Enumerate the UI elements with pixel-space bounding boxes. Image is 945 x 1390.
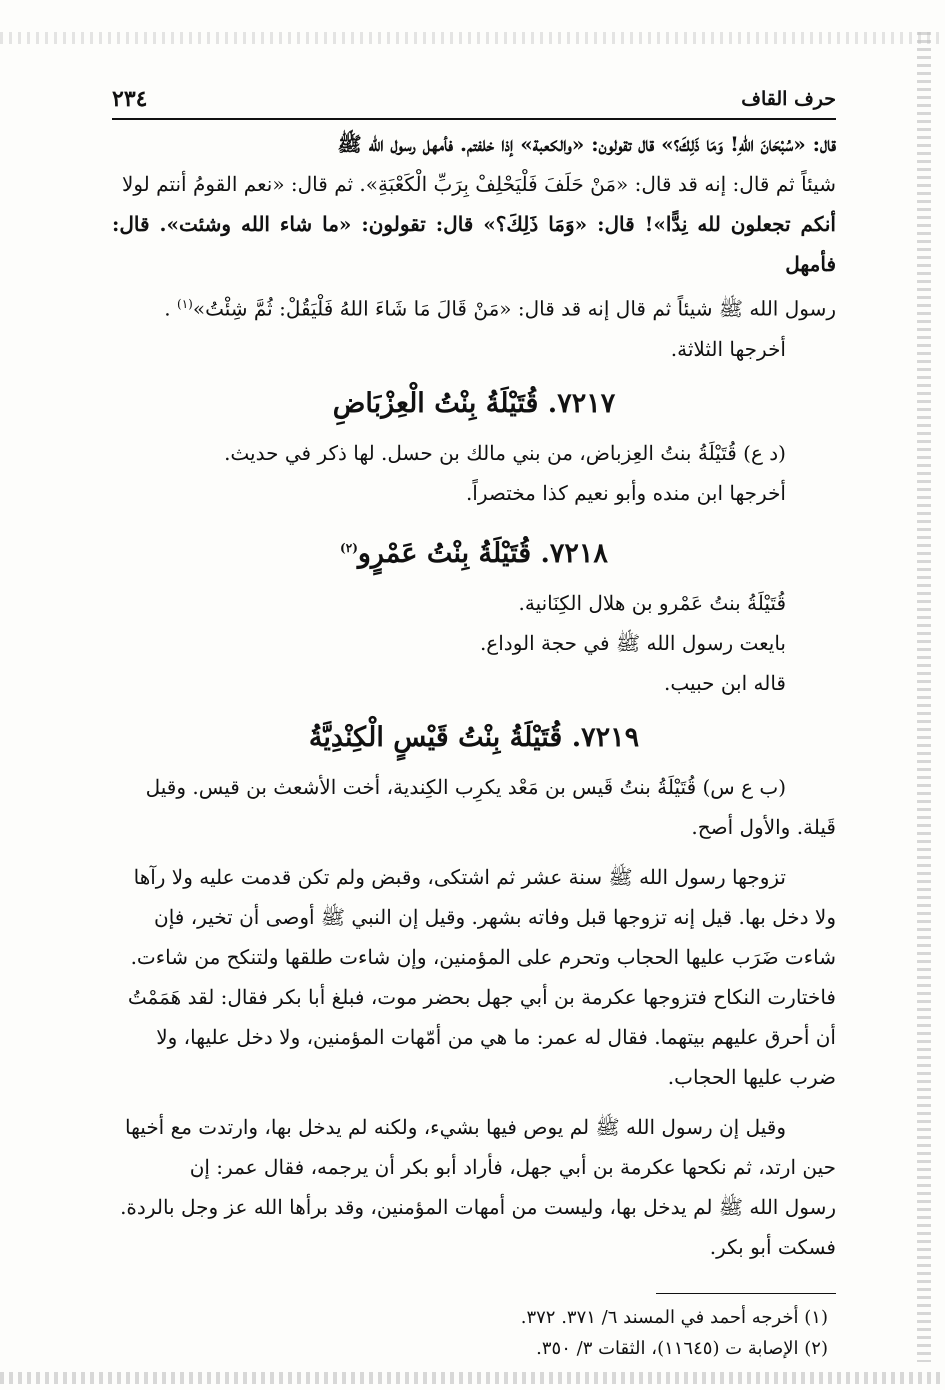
entry-title: ٧٢١٩. قُتَيْلَةُ بِنْتُ قَيْسٍ الْكِنْدِيَّةُ: [308, 721, 640, 753]
decorative-border-right: [917, 32, 931, 1362]
footnote: (٢) الإصابة ت (١١٦٤٥)، الثقات ٣/ ٣٥٠.: [536, 1337, 828, 1359]
text-line: رسول الله ﷺ لم يدخل بها، وليست من أمهات المؤمنين، وقد برأها الله عز وجل بالردة.: [120, 1194, 836, 1219]
intro-hadith: [112, 124, 836, 369]
entry-7218: [112, 519, 836, 703]
text-line: حين ارتد، ثم نكحها عكرمة بن أبي جهل، فأراد أبو بكر أن يرجمه، فقال عمر: إن: [189, 1154, 836, 1179]
text-line: ضرب عليها الحجاب.: [667, 1064, 836, 1089]
text-line: قاله ابن حبيب.: [664, 670, 786, 695]
text-line: بايعت رسول الله ﷺ في حجة الوداع.: [479, 630, 786, 655]
chapter-title: حرف القاف: [741, 88, 836, 110]
entry-title: ٧٢١٧. قُتَيْلَةُ بِنْتُ الْعِزْبَاضِ: [332, 387, 616, 419]
text-line: قَيلة. والأول أصح.: [691, 814, 836, 839]
text-line: قُتَيْلَةُ بنتُ عَمْرو بن هلال الكِنَانية.: [518, 590, 786, 615]
entry-7217: [112, 375, 836, 513]
footnote-ref: (٢): [340, 540, 358, 555]
text-line: (د ع) قُتَيْلَةُ بنتُ العِزباض، من بني مالك بن حسل. لها ذكر في حديث.: [224, 440, 786, 465]
text-line: رسول الله ﷺ شيئاً ثم قال إنه قد قال: «مَنْ قَالَ مَا شَاءَ اللهُ فَلْيَقُلْ: ثُمَّ شِئْتُ»$^{(١)}$ .: [164, 296, 836, 321]
footnote: (١) أخرجه أحمد في المسند ٦/ ٣٧١. ٣٧٢.: [520, 1306, 828, 1328]
paragraph-2: [112, 1107, 836, 1267]
text-line: شيئاً ثم قال: إنه قد قال: «مَنْ حَلَفَ فَلْيَحْلِفْ بِرَبِّ الْكَعْبَةِ». ثم قال: «نعم القومُ أنتم لولا: [121, 172, 836, 196]
paragraph-1: [112, 857, 836, 1097]
footnote-rule: [656, 1293, 836, 1294]
text-line: فاختارت النكاح فتزوجها عكرمة بن أبي جهل بحضر موت، فبلغ أبا بكر فقال: لقد هَمَمْتُ: [127, 984, 836, 1009]
footnote-ref: (١): [177, 297, 193, 311]
text-line: أخرجها الثلاثة.: [670, 336, 786, 361]
text-line: أن أحرق عليهم بيتهما. فقال له عمر: ما هي من أمّهات المؤمنين، ولا دخل عليها، ولا: [156, 1024, 836, 1049]
text-line: فسكت أبو بكر.: [709, 1234, 836, 1259]
footnotes: [112, 1302, 836, 1364]
page-number: ٢٣٤: [112, 86, 148, 112]
decorative-border-top: [0, 32, 945, 44]
running-header: [112, 82, 836, 116]
text-line: أنكم تجعلون لله نِدًّا»! قال: «وَمَا ذَلِكَ؟» قال: تقولون: «ما شاء الله وشئت». قال: فأمهل: [112, 212, 836, 276]
entry-7219: [112, 709, 836, 847]
text-line: تزوجها رسول الله ﷺ سنة عشر ثم اشتكى، وقبض ولم تكن قدمت عليه ولا رآها: [133, 864, 786, 889]
entry-title: ٧٢١٨. قُتَيْلَةُ بِنْتُ عَمْرٍو$^{(٢)}$: [340, 537, 608, 569]
text-line: قال: «سُبْحَانَ اللهِ! وَمَا ذَلِكَ؟» قال تقولون: «والكعبة» إذا خلفتم. فأمهل رسول الله ﷺ: [337, 132, 836, 156]
text-line: ولا دخل بها. قيل إنه تزوجها قبل وفاته بشهر. وقيل إن النبي ﷺ أوصى أن تخير، فإن: [154, 904, 836, 929]
text-line: أخرجها ابن منده وأبو نعيم كذا مختصراً.: [465, 480, 786, 505]
text-line: وقيل إن رسول الله ﷺ لم يوص فيها بشيء، ولكنه لم يدخل بها، وارتدت مع أخيها: [124, 1114, 786, 1139]
text-line: (ب ع س) قُتَيْلَةُ بنتُ قَيس بن مَعْد يكرِب الكِندية، أخت الأشعث بن قيس. وقيل: [145, 774, 786, 799]
page-body: [112, 82, 836, 1364]
header-rule: [112, 118, 836, 120]
text-line: شاءت ضَرَب عليها الحجاب وتحرم على المؤمنين، وإن شاءت طلقها ولتنكح من شاءت.: [130, 944, 836, 969]
decorative-border-bottom: [0, 1372, 945, 1384]
